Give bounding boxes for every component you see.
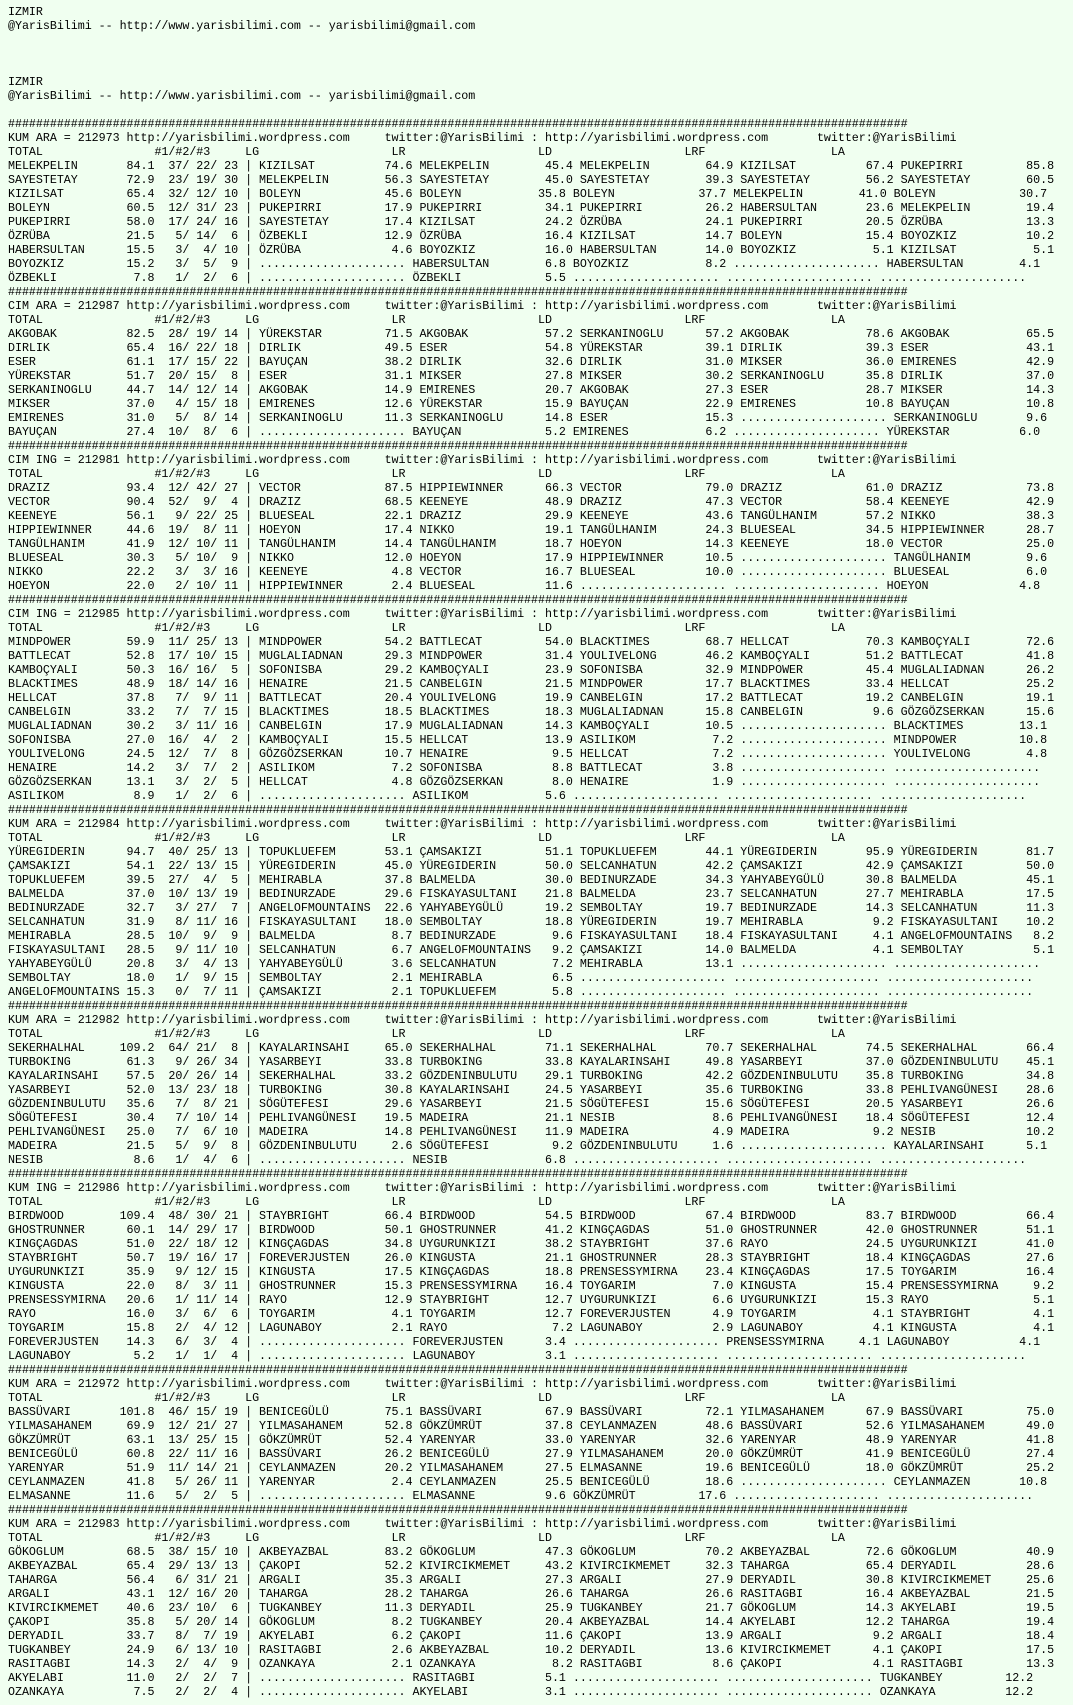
text-line: KUM ARA = 212983 http://yarisbilimi.wordpress.com twitter:@YarisBilimi : http://yarisbilimi.wordpress.com twitter:@YarisBilimi — [8, 1517, 957, 1531]
text-line: SAYESTETAY 72.9 23/ 19/ 30 | MELEKPELIN 56.3 SAYESTETAY 45.0 SAYESTETAY 39.3 SAYESTETAY 56.2 SAYESTETAY 60.5 — [8, 173, 1055, 187]
text-line: @YarisBilimi -- http://www.yarisbilimi.com -- yarisbilimi@gmail.com — [8, 19, 476, 33]
text-line: ARGALI 43.1 12/ 16/ 20 | TAHARGA 28.2 TAHARGA 26.6 TAHARGA 26.6 RASITAGBI 16.4 AKBEYAZBAL 21.5 — [8, 1587, 1055, 1601]
text-line: FISKAYASULTANI 28.5 9/ 11/ 10 | SELCANHATUN 6.7 ANGELOFMOUNTAINS 9.2 ÇAMSAKIZI 14.0 BALMELDA 4.1 SEMBOLTAY 5.1 — [8, 943, 1055, 957]
text-line: ELMASANNE 11.6 5/ 2/ 5 | ..................... ELMASANNE 9.6 GÖKZÜMRÜT 17.6 ..................... ..................... — [8, 1489, 1034, 1503]
text-line: TURBOKING 61.3 9/ 26/ 34 | YASARBEYI 33.8 TURBOKING 33.8 KAYALARINSAHI 49.8 YASARBEYI 37.0 GÖZDENINBULUTU 45.1 — [8, 1055, 1055, 1069]
separator-line: ################################################################################################################################# — [8, 1167, 908, 1181]
text-line: TUGKANBEY 24.9 6/ 13/ 10 | RASITAGBI 2.6 AKBEYAZBAL 10.2 DERYADIL 13.6 KIVIRCIKMEMET 4.1 ÇAKOPI 17.5 — [8, 1643, 1055, 1657]
text-line: SEMBOLTAY 18.0 1/ 9/ 15 | SEMBOLTAY 2.1 MEHIRABLA 6.5 ..................... ..................... ..................... — [8, 971, 1034, 985]
text-line: RAYO 16.0 3/ 6/ 6 | TOYGARIM 4.1 TOYGARIM 12.7 FOREVERJUSTEN 4.9 TOYGARIM 4.1 STAYBRIGHT 4.1 — [8, 1307, 1055, 1321]
column-header-line: TOTAL #1/#2/#3 LG LR LD LRF LA — [8, 1531, 845, 1545]
text-line: KINGUSTA 22.0 8/ 3/ 11 | GHOSTRUNNER 15.3 PRENSESSYMIRNA 16.4 TOYGARIM 7.0 KINGUSTA 15.4 PRENSESSYMIRNA 9.2 — [8, 1279, 1055, 1293]
text-line: DRAZIZ 93.4 12/ 42/ 27 | VECTOR 87.5 HIPPIEWINNER 66.3 VECTOR 79.0 DRAZIZ 61.0 DRAZIZ 73.8 — [8, 481, 1055, 495]
text-line: DERYADIL 33.7 8/ 7/ 19 | AKYELABI 6.2 ÇAKOPI 11.6 ÇAKOPI 13.9 ARGALI 9.2 ARGALI 18.4 — [8, 1629, 1055, 1643]
column-header-line: TOTAL #1/#2/#3 LG LR LD LRF LA — [8, 831, 845, 845]
separator-line: ################################################################################################################################# — [8, 803, 908, 817]
text-line: YÜREGIDERIN 94.7 40/ 25/ 13 | TOPUKLUEFEM 53.1 ÇAMSAKIZI 51.1 TOPUKLUEFEM 44.1 YÜREGIDERIN 95.9 YÜREGIDERIN 81.7 — [8, 845, 1055, 859]
text-line: ÇAMSAKIZI 54.1 22/ 13/ 15 | YÜREGIDERIN 45.0 YÜREGIDERIN 50.0 SELCANHATUN 42.2 ÇAMSAKIZI 42.9 ÇAMSAKIZI 50.0 — [8, 859, 1055, 873]
text-line: SERKANINOGLU 44.7 14/ 12/ 14 | AKGOBAK 14.9 EMIRENES 20.7 AKGOBAK 27.3 ESER 28.7 MIKSER 14.3 — [8, 383, 1055, 397]
text-line: ÖZRÜBA 21.5 5/ 14/ 6 | ÖZBEKLI 12.9 ÖZRÜBA 16.4 KIZILSAT 14.7 BOLEYN 15.4 BOYOZKIZ 10.2 — [8, 229, 1055, 243]
separator-line: ################################################################################################################################# — [8, 439, 908, 453]
text-line: @YarisBilimi -- http://www.yarisbilimi.com -- yarisbilimi@gmail.com — [8, 89, 476, 103]
column-header-line: TOTAL #1/#2/#3 LG LR LD LRF LA — [8, 313, 845, 327]
text-line: MEHIRABLA 28.5 10/ 9/ 9 | BALMELDA 8.7 BEDINURZADE 9.6 FISKAYASULTANI 18.4 FISKAYASULTANI 4.1 ANGELOFMOUNTAINS 8.2 — [8, 929, 1055, 943]
text-line: NIKKO 22.2 3/ 3/ 16 | KEENEYE 4.8 VECTOR 16.7 BLUESEAL 10.0 ..................... BLUESEAL 6.0 — [8, 565, 1048, 579]
text-line: SOFONISBA 27.0 16/ 4/ 2 | KAMBOÇYALI 15.5 HELLCAT 13.9 ASILIKOM 7.2 ..................... MINDPOWER 10.8 — [8, 733, 1048, 747]
text-line: KIVIRCIKMEMET 40.6 23/ 10/ 6 | TUGKANBEY 11.3 DERYADIL 25.9 TUGKANBEY 21.7 GÖKOGLUM 14.3 AKYELABI 19.5 — [8, 1601, 1055, 1615]
text-line — [8, 61, 1065, 75]
text-line: SELCANHATUN 31.9 8/ 11/ 16 | FISKAYASULTANI 18.0 SEMBOLTAY 18.8 YÜREGIDERIN 19.7 MEHIRABLA 9.2 FISKAYASULTANI 10.2 — [8, 915, 1055, 929]
text-line: PEHLIVANGÜNESI 25.0 7/ 6/ 10 | MADEIRA 14.8 PEHLIVANGÜNESI 11.9 MADEIRA 4.9 MADEIRA 9.2 NESIB 10.2 — [8, 1125, 1055, 1139]
text-line: ÖZBEKLI 7.8 1/ 2/ 6 | ..................... ÖZBEKLI 5.5 ..................... ..................... ..................... — [8, 271, 1027, 285]
text-line: NESIB 8.6 1/ 4/ 6 | ..................... NESIB 6.8 ..................... ..................... ..................... — [8, 1153, 1027, 1167]
text-line: SEKERHALHAL 109.2 64/ 21/ 8 | KAYALARINSAHI 65.0 SEKERHALHAL 71.1 SEKERHALHAL 70.7 SEKERHALHAL 74.5 SEKERHALHAL 66.4 — [8, 1041, 1055, 1055]
text-line: PRENSESSYMIRNA 20.6 1/ 11/ 14 | RAYO 12.9 STAYBRIGHT 12.7 UYGURUNKIZI 6.6 UYGURUNKIZI 15.3 RAYO 5.1 — [8, 1293, 1055, 1307]
text-line: KAMBOÇYALI 50.3 16/ 16/ 5 | SOFONISBA 29.2 KAMBOÇYALI 23.9 SOFONISBA 32.9 MINDPOWER 45.4 MUGLALIADNAN 26.2 — [8, 663, 1055, 677]
text-line: VECTOR 90.4 52/ 9/ 4 | DRAZIZ 68.5 KEENEYE 48.9 DRAZIZ 47.3 VECTOR 58.4 KEENEYE 42.9 — [8, 495, 1055, 509]
text-line: YÜREKSTAR 51.7 20/ 15/ 8 | ESER 31.1 MIKSER 27.8 MIKSER 30.2 SERKANINOGLU 35.8 DIRLIK 37.0 — [8, 369, 1055, 383]
column-header-line: TOTAL #1/#2/#3 LG LR LD LRF LA — [8, 1027, 845, 1041]
text-line: GÖZGÖZSERKAN 13.1 3/ 2/ 5 | HELLCAT 4.8 GÖZGÖZSERKAN 8.0 HENAIRE 1.9 ..................... ..................... — [8, 775, 1041, 789]
text-line: UYGURUNKIZI 35.9 9/ 12/ 15 | KINGUSTA 17.5 KINGÇAGDAS 18.8 PRENSESSYMIRNA 23.4 KINGÇAGDAS 17.5 TOYGARIM 16.4 — [8, 1265, 1055, 1279]
text-line: CIM ING = 212985 http://yarisbilimi.wordpress.com twitter:@YarisBilimi : http://yarisbilimi.wordpress.com twitter:@YarisBilimi — [8, 607, 957, 621]
text-line: MADEIRA 21.5 5/ 9/ 8 | GÖZDENINBULUTU 2.6 SÖGÜTEFESI 9.2 GÖZDENINBULUTU 1.6 ..................... KAYALARINSAHI 5.1 — [8, 1139, 1048, 1153]
text-line: CIM ARA = 212987 http://yarisbilimi.wordpress.com twitter:@YarisBilimi : http://yarisbilimi.wordpress.com twitter:@YarisBilimi — [8, 299, 957, 313]
text-line: BENICEGÜLÜ 60.8 22/ 11/ 16 | BASSÜVARI 26.2 BENICEGÜLÜ 27.9 YILMASAHANEM 20.0 GÖKZÜMRÜT 41.9 BENICEGÜLÜ 27.4 — [8, 1447, 1055, 1461]
text-line: MINDPOWER 59.9 11/ 25/ 13 | MINDPOWER 54.2 BATTLECAT 54.0 BLACKTIMES 68.7 HELLCAT 70.3 KAMBOÇYALI 72.6 — [8, 635, 1055, 649]
text-line: BALMELDA 37.0 10/ 13/ 19 | BEDINURZADE 29.6 FISKAYASULTANI 21.8 BALMELDA 23.7 SELCANHATUN 27.7 MEHIRABLA 17.5 — [8, 887, 1055, 901]
text-line: HELLCAT 37.8 7/ 9/ 11 | BATTLECAT 20.4 YOULIVELONG 19.9 CANBELGIN 17.2 BATTLECAT 19.2 CANBELGIN 19.1 — [8, 691, 1055, 705]
column-header-line: TOTAL #1/#2/#3 LG LR LD LRF LA — [8, 1391, 845, 1405]
text-line: CIM ING = 212981 http://yarisbilimi.wordpress.com twitter:@YarisBilimi : http://yarisbilimi.wordpress.com twitter:@YarisBilimi — [8, 453, 957, 467]
text-line: KUM ARA = 212972 http://yarisbilimi.wordpress.com twitter:@YarisBilimi : http://yarisbilimi.wordpress.com twitter:@YarisBilimi — [8, 1377, 957, 1391]
text-line: MUGLALIADNAN 30.2 3/ 11/ 16 | CANBELGIN 17.9 MUGLALIADNAN 14.3 KAMBOÇYALI 10.5 ..................... BLACKTIMES 13.1 — [8, 719, 1048, 733]
text-line: AKBEYAZBAL 65.4 29/ 13/ 13 | ÇAKOPI 52.2 KIVIRCIKMEMET 43.2 KIVIRCIKMEMET 32.3 TAHARGA 65.4 DERYADIL 28.6 — [8, 1559, 1055, 1573]
text-line: AKGOBAK 82.5 28/ 19/ 14 | YÜREKSTAR 71.5 AKGOBAK 57.2 SERKANINOGLU 57.2 AKGOBAK 78.6 AKGOBAK 65.5 — [8, 327, 1055, 341]
text-line: OZANKAYA 7.5 2/ 2/ 4 | ..................... AKYELABI 3.1 ..................... ..................... OZANKAYA 12.2 — [8, 1685, 1034, 1699]
text-line: SÖGÜTEFESI 30.4 7/ 10/ 14 | PEHLIVANGÜNESI 19.5 MADEIRA 21.1 NESIB 8.6 PEHLIVANGÜNESI 18.4 SÖGÜTEFESI 12.4 — [8, 1111, 1055, 1125]
text-line — [8, 103, 1065, 117]
text-line: HOEYON 22.0 2/ 10/ 11 | HIPPIEWINNER 2.4 BLUESEAL 11.6 ..................... ..................... HOEYON 4.8 — [8, 579, 1041, 593]
separator-line: ################################################################################################################################# — [8, 999, 908, 1013]
text-line: GÖZDENINBULUTU 35.6 7/ 8/ 21 | SÖGÜTEFESI 29.6 YASARBEYI 21.5 SÖGÜTEFESI 15.6 SÖGÜTEFESI 20.5 YASARBEYI 26.6 — [8, 1097, 1055, 1111]
text-line: BOYOZKIZ 15.2 3/ 5/ 9 | ..................... HABERSULTAN 6.8 BOYOZKIZ 8.2 ..................... HABERSULTAN 4.1 — [8, 257, 1041, 271]
text-line: BASSÜVARI 101.8 46/ 15/ 19 | BENICEGÜLÜ 75.1 BASSÜVARI 67.9 BASSÜVARI 72.1 YILMASAHANEM 67.9 BASSÜVARI 75.0 — [8, 1405, 1055, 1419]
text-line: MIKSER 37.0 4/ 15/ 18 | EMIRENES 12.6 YÜREKSTAR 15.9 BAYUÇAN 22.9 EMIRENES 10.8 BAYUÇAN 10.8 — [8, 397, 1055, 411]
text-line: BATTLECAT 52.8 17/ 10/ 15 | MUGLALIADNAN 29.3 MINDPOWER 31.4 YOULIVELONG 46.2 KAMBOÇYALI 51.2 BATTLECAT 41.8 — [8, 649, 1055, 663]
text-line: GÖKOGLUM 68.5 38/ 15/ 10 | AKBEYAZBAL 83.2 GÖKOGLUM 47.3 GÖKOGLUM 70.2 AKBEYAZBAL 72.6 GÖKOGLUM 40.9 — [8, 1545, 1055, 1559]
text-line: CEYLANMAZEN 41.8 5/ 26/ 11 | YARENYAR 2.4 CEYLANMAZEN 25.5 BENICEGÜLÜ 18.6 ..................... CEYLANMAZEN 10.8 — [8, 1475, 1048, 1489]
text-line: GÖKZÜMRÜT 63.1 13/ 25/ 15 | GÖKZÜMRÜT 52.4 YARENYAR 33.0 YARENYAR 32.6 YARENYAR 48.9 YARENYAR 41.8 — [8, 1433, 1055, 1447]
text-line: KIZILSAT 65.4 32/ 12/ 10 | BOLEYN 45.6 BOLEYN 35.8 BOLEYN 37.7 MELEKPELIN 41.0 BOLEYN 30.7 — [8, 187, 1048, 201]
text-line: LAGUNABOY 5.2 1/ 1/ 4 | ..................... LAGUNABOY 3.1 ..................... ..................... ..................... — [8, 1349, 1027, 1363]
separator-line: ################################################################################################################################# — [8, 593, 908, 607]
column-header-line: TOTAL #1/#2/#3 LG LR LD LRF LA — [8, 621, 845, 635]
separator-line: ################################################################################################################################# — [8, 1363, 908, 1377]
text-line: ASILIKOM 8.9 1/ 2/ 6 | ..................... ASILIKOM 5.6 ..................... ..................... ..................... — [8, 789, 1027, 803]
text-line: YOULIVELONG 24.5 12/ 7/ 8 | GÖZGÖZSERKAN 10.7 HENAIRE 9.5 HELLCAT 7.2 ..................... YOULIVELONG 4.8 — [8, 747, 1048, 761]
column-header-line: TOTAL #1/#2/#3 LG LR LD LRF LA — [8, 467, 845, 481]
text-line: ÇAKOPI 35.8 5/ 20/ 14 | GÖKOGLUM 8.2 TUGKANBEY 20.4 AKBEYAZBAL 14.4 AKYELABI 12.2 TAHARGA 19.4 — [8, 1615, 1055, 1629]
text-line: YARENYAR 51.9 11/ 14/ 21 | CEYLANMAZEN 20.2 YILMASAHANEM 27.5 ELMASANNE 19.6 BENICEGÜLÜ 18.0 GÖKZÜMRÜT 25.2 — [8, 1461, 1055, 1475]
text-line — [8, 33, 1065, 47]
text-line: BLUESEAL 30.3 5/ 10/ 9 | NIKKO 12.0 HOEYON 17.9 HIPPIEWINNER 10.5 ..................... TANGÜLHANIM 9.6 — [8, 551, 1048, 565]
text-line: KUM ARA = 212982 http://yarisbilimi.wordpress.com twitter:@YarisBilimi : http://yarisbilimi.wordpress.com twitter:@YarisBilimi — [8, 1013, 957, 1027]
text-line: HABERSULTAN 15.5 3/ 4/ 10 | ÖZRÜBA 4.6 BOYOZKIZ 16.0 HABERSULTAN 14.0 BOYOZKIZ 5.1 KIZILSAT 5.1 — [8, 243, 1055, 257]
text-line: PUKEPIRRI 58.0 17/ 24/ 16 | SAYESTETAY 17.4 KIZILSAT 24.2 ÖZRÜBA 24.1 PUKEPIRRI 20.5 ÖZRÜBA 13.3 — [8, 215, 1055, 229]
text-line: RASITAGBI 14.3 2/ 4/ 9 | OZANKAYA 2.1 OZANKAYA 8.2 RASITAGBI 8.6 ÇAKOPI 4.1 RASITAGBI 13.3 — [8, 1657, 1055, 1671]
text-line: KUM ARA = 212973 http://yarisbilimi.wordpress.com twitter:@YarisBilimi : http://yarisbilimi.wordpress.com twitter:@YarisBilimi — [8, 131, 957, 145]
text-line: TAHARGA 56.4 6/ 31/ 21 | ARGALI 35.3 ARGALI 27.3 ARGALI 27.9 DERYADIL 30.8 KIVIRCIKMEMET 25.6 — [8, 1573, 1055, 1587]
separator-line: ################################################################################################################################# — [8, 285, 908, 299]
text-line: STAYBRIGHT 50.7 19/ 16/ 17 | FOREVERJUSTEN 26.0 KINGUSTA 21.1 GHOSTRUNNER 28.3 STAYBRIGHT 18.4 KINGÇAGDAS 27.6 — [8, 1251, 1055, 1265]
text-line: YILMASAHANEM 69.9 12/ 21/ 27 | YILMASAHANEM 52.8 GÖKZÜMRÜT 37.8 CEYLANMAZEN 48.6 BASSÜVARI 52.6 YILMASAHANEM 49.0 — [8, 1419, 1055, 1433]
text-line: IZMIR — [8, 75, 43, 89]
column-header-line: TOTAL #1/#2/#3 LG LR LD LRF LA — [8, 1195, 845, 1209]
text-line: YAHYABEYGÜLÜ 20.8 3/ 4/ 13 | YAHYABEYGÜLÜ 3.6 SELCANHATUN 7.2 MEHIRABLA 13.1 ..................... ..................... — [8, 957, 1041, 971]
text-line: TANGÜLHANIM 41.9 12/ 10/ 11 | TANGÜLHANIM 14.4 TANGÜLHANIM 18.7 HOEYON 14.3 KEENEYE 18.0 VECTOR 25.0 — [8, 537, 1055, 551]
text-line: BOLEYN 60.5 12/ 31/ 23 | PUKEPIRRI 17.9 PUKEPIRRI 34.1 PUKEPIRRI 26.2 HABERSULTAN 23.6 MELEKPELIN 19.4 — [8, 201, 1055, 215]
text-line: HENAIRE 14.2 3/ 7/ 2 | ASILIKOM 7.2 SOFONISBA 8.8 BATTLECAT 3.8 ..................... ..................... — [8, 761, 1041, 775]
text-line: HIPPIEWINNER 44.6 19/ 8/ 11 | HOEYON 17.4 NIKKO 19.1 TANGÜLHANIM 24.3 BLUESEAL 34.5 HIPPIEWINNER 28.7 — [8, 523, 1055, 537]
text-line: KINGÇAGDAS 51.0 22/ 18/ 12 | KINGÇAGDAS 34.8 UYGURUNKIZI 38.2 STAYBRIGHT 37.6 RAYO 24.5 UYGURUNKIZI 41.0 — [8, 1237, 1055, 1251]
text-line: TOYGARIM 15.8 2/ 4/ 12 | LAGUNABOY 2.1 RAYO 7.2 LAGUNABOY 2.9 LAGUNABOY 4.1 KINGUSTA 4.1 — [8, 1321, 1055, 1335]
text-line: KEENEYE 56.1 9/ 22/ 25 | BLUESEAL 22.1 DRAZIZ 29.9 KEENEYE 43.6 TANGÜLHANIM 57.2 NIKKO 38.3 — [8, 509, 1055, 523]
text-line: BAYUÇAN 27.4 10/ 8/ 6 | ..................... BAYUÇAN 5.2 EMIRENES 6.2 ..................... YÜREKSTAR 6.0 — [8, 425, 1041, 439]
text-line: TOPUKLUEFEM 39.5 27/ 4/ 5 | MEHIRABLA 37.8 BALMELDA 30.0 BEDINURZADE 34.3 YAHYABEYGÜLÜ 30.8 BALMELDA 45.1 — [8, 873, 1055, 887]
text-line — [8, 47, 1065, 61]
text-line: FOREVERJUSTEN 14.3 6/ 3/ 4 | ..................... FOREVERJUSTEN 3.4 ..................... PRENSESSYMIRNA 4.1 LAGUNABOY 4.1 — [8, 1335, 1041, 1349]
text-line: CANBELGIN 33.2 7/ 7/ 15 | BLACKTIMES 18.5 BLACKTIMES 18.3 MUGLALIADNAN 15.8 CANBELGIN 9.6 GÖZGÖZSERKAN 15.6 — [8, 705, 1055, 719]
text-line: BIRDWOOD 109.4 48/ 30/ 21 | STAYBRIGHT 66.4 BIRDWOOD 54.5 BIRDWOOD 67.4 BIRDWOOD 83.7 BIRDWOOD 66.4 — [8, 1209, 1055, 1223]
text-line: YASARBEYI 52.0 13/ 23/ 18 | TURBOKING 30.8 KAYALARINSAHI 24.5 YASARBEYI 35.6 TURBOKING 33.8 PEHLIVANGÜNESI 28.6 — [8, 1083, 1055, 1097]
text-line: KUM ARA = 212984 http://yarisbilimi.wordpress.com twitter:@YarisBilimi : http://yarisbilimi.wordpress.com twitter:@YarisBilimi — [8, 817, 957, 831]
text-line: EMIRENES 31.0 5/ 8/ 14 | SERKANINOGLU 11.3 SERKANINOGLU 14.8 ESER 15.3 ..................... SERKANINOGLU 9.6 — [8, 411, 1048, 425]
separator-line: ################################################################################################################################# — [8, 1503, 908, 1517]
column-header-line: TOTAL #1/#2/#3 LG LR LD LRF LA — [8, 145, 845, 159]
text-line: BEDINURZADE 32.7 3/ 27/ 7 | ANGELOFMOUNTAINS 22.6 YAHYABEYGÜLÜ 19.2 SEMBOLTAY 19.7 BEDINURZADE 14.3 SELCANHATUN 11.3 — [8, 901, 1055, 915]
text-line: ANGELOFMOUNTAINS 15.3 0/ 7/ 11 | ÇAMSAKIZI 2.1 TOPUKLUEFEM 5.8 ..................... ..................... ..................... — [8, 985, 1034, 999]
text-line: DIRLIK 65.4 16/ 22/ 18 | DIRLIK 49.5 ESER 54.8 YÜREKSTAR 39.1 DIRLIK 39.3 ESER 43.1 — [8, 341, 1055, 355]
text-line: KAYALARINSAHI 57.5 20/ 26/ 14 | SEKERHALHAL 33.2 GÖZDENINBULUTU 29.1 TURBOKING 42.2 GÖZDENINBULUTU 35.8 TURBOKING 34.8 — [8, 1069, 1055, 1083]
text-line: ESER 61.1 17/ 15/ 22 | BAYUÇAN 38.2 DIRLIK 32.6 DIRLIK 31.0 MIKSER 36.0 EMIRENES 42.9 — [8, 355, 1055, 369]
text-line: GHOSTRUNNER 60.1 14/ 29/ 17 | BIRDWOOD 50.1 GHOSTRUNNER 41.2 KINGÇAGDAS 51.0 GHOSTRUNNER 42.0 GHOSTRUNNER 51.1 — [8, 1223, 1055, 1237]
text-line: KUM ING = 212986 http://yarisbilimi.wordpress.com twitter:@YarisBilimi : http://yarisbilimi.wordpress.com twitter:@YarisBilimi — [8, 1181, 957, 1195]
text-line: AKYELABI 11.0 2/ 2/ 7 | ..................... RASITAGBI 5.1 ..................... ..................... TUGKANBEY 12.2 — [8, 1671, 1034, 1685]
text-line: BLACKTIMES 48.9 18/ 14/ 16 | HENAIRE 21.5 CANBELGIN 21.5 MINDPOWER 17.7 BLACKTIMES 33.4 HELLCAT 25.2 — [8, 677, 1055, 691]
text-line: MELEKPELIN 84.1 37/ 22/ 23 | KIZILSAT 74.6 MELEKPELIN 45.4 MELEKPELIN 64.9 KIZILSAT 67.4 PUKEPIRRI 85.8 — [8, 159, 1055, 173]
separator-line: ################################################################################################################################# — [8, 117, 908, 131]
text-line: IZMIR — [8, 5, 43, 19]
